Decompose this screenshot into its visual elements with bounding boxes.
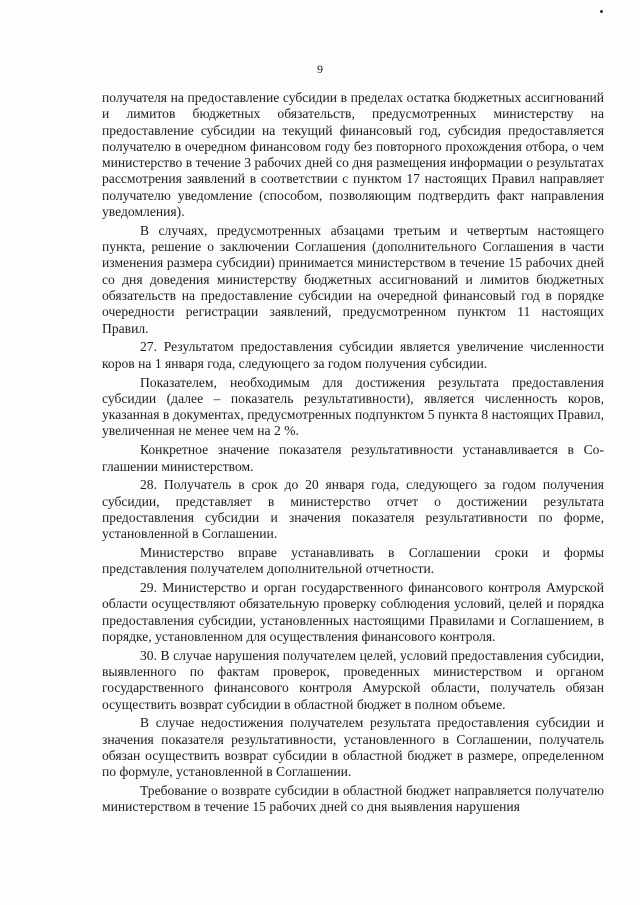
paragraph: Министерство вправе устанавливать в Соглашении сроки и формы представления получателем дополнительной отчетности. <box>102 545 604 577</box>
scan-speck <box>600 10 603 13</box>
body-text <box>102 90 604 818</box>
paragraph: Показателем, необходимым для достижения результата предоставления субсидии (далее – показатель результативности), является численность коров, указанная в документах, предусмотренных подпунктом 5 пункта 8 настоящих Правил, увеличенная не менее чем на 2 %. <box>102 374 604 439</box>
paragraph: В случаях, предусмотренных абзацами третьим и четвертым настоящего пункта, решение о заключении Соглашения (дополнительного Соглашения в части изменения размера субсидии) принимается министерством в течение 15 рабочих дней со дня доведения министерству бюджетных ассигнований и лимитов бюджетных обязательств на предоставление субсидии на очередной финансовый год в порядке очередности регистрации заявлений, предусмотренном пунктом 11 настоящих Правил. <box>102 222 604 336</box>
paragraph: Требование о возврате субсидии в областной бюджет направляется получателю министерством в течение 15 рабочих дней со дня выявления нарушения <box>102 783 604 815</box>
paragraph: В случае недостижения получателем результата предоставления субсидии и значения показателя результативности, установленного в Соглашении, получатель обязан осуществить возврат субсидии в областной бюджет в размере, определенном по формуле, установленной в Соглашении. <box>102 715 604 780</box>
paragraph: получателя на предоставление субсидии в пределах остатка бюджетных ассигнований и лимитов бюджетных обязательств, предусмотренных министерству на предоставление субсидии на текущий финансовый год, субсидия предоставляется получателю в очередном финансовом году без повторного прохождения отбора, о чем министерство в течение 3 рабочих дней со дня размещения информации о результатах рассмотрения заявлений в соответствии с пунктом 17 настоящих Правил направляет получателю уведомление (способом, позволяющим подтвердить факт направления уведомления). <box>102 90 604 220</box>
paragraph-clause-30: 30. В случае нарушения получателем целей, условий предоставления субсидии, выявленного по фактам проверок, проведенных министерством и органом государственного финансового контроля Амурской области, получатель обязан осуществить возврат субсидии в областной бюджет в полном объеме. <box>102 647 604 712</box>
page-number: 9 <box>317 62 323 76</box>
paragraph-clause-29: 29. Министерство и орган государственного финансового контроля Амурской области осуществляют обязательную проверку соблюдения условий, целей и порядка предоставления субсидии, установленных настоящими Правилами и Соглашением, в порядке, установленном для осуществления финансового контроля. <box>102 580 604 644</box>
paragraph-clause-28: 28. Получатель в срок до 20 января года, следующего за годом получения субсидии, представляет в министерство отчет о достижении результата предоставления субсидии и значения показателя результативности по форме, установленной в Соглашении. <box>102 477 604 542</box>
paragraph-clause-27: 27. Результатом предоставления субсидии является увеличение численности коров на 1 января года, следующего за годом получения субсидии. <box>102 339 604 371</box>
paragraph: Конкретное значение показателя результативности устанавливается в Соглашении министерством. <box>102 442 604 474</box>
